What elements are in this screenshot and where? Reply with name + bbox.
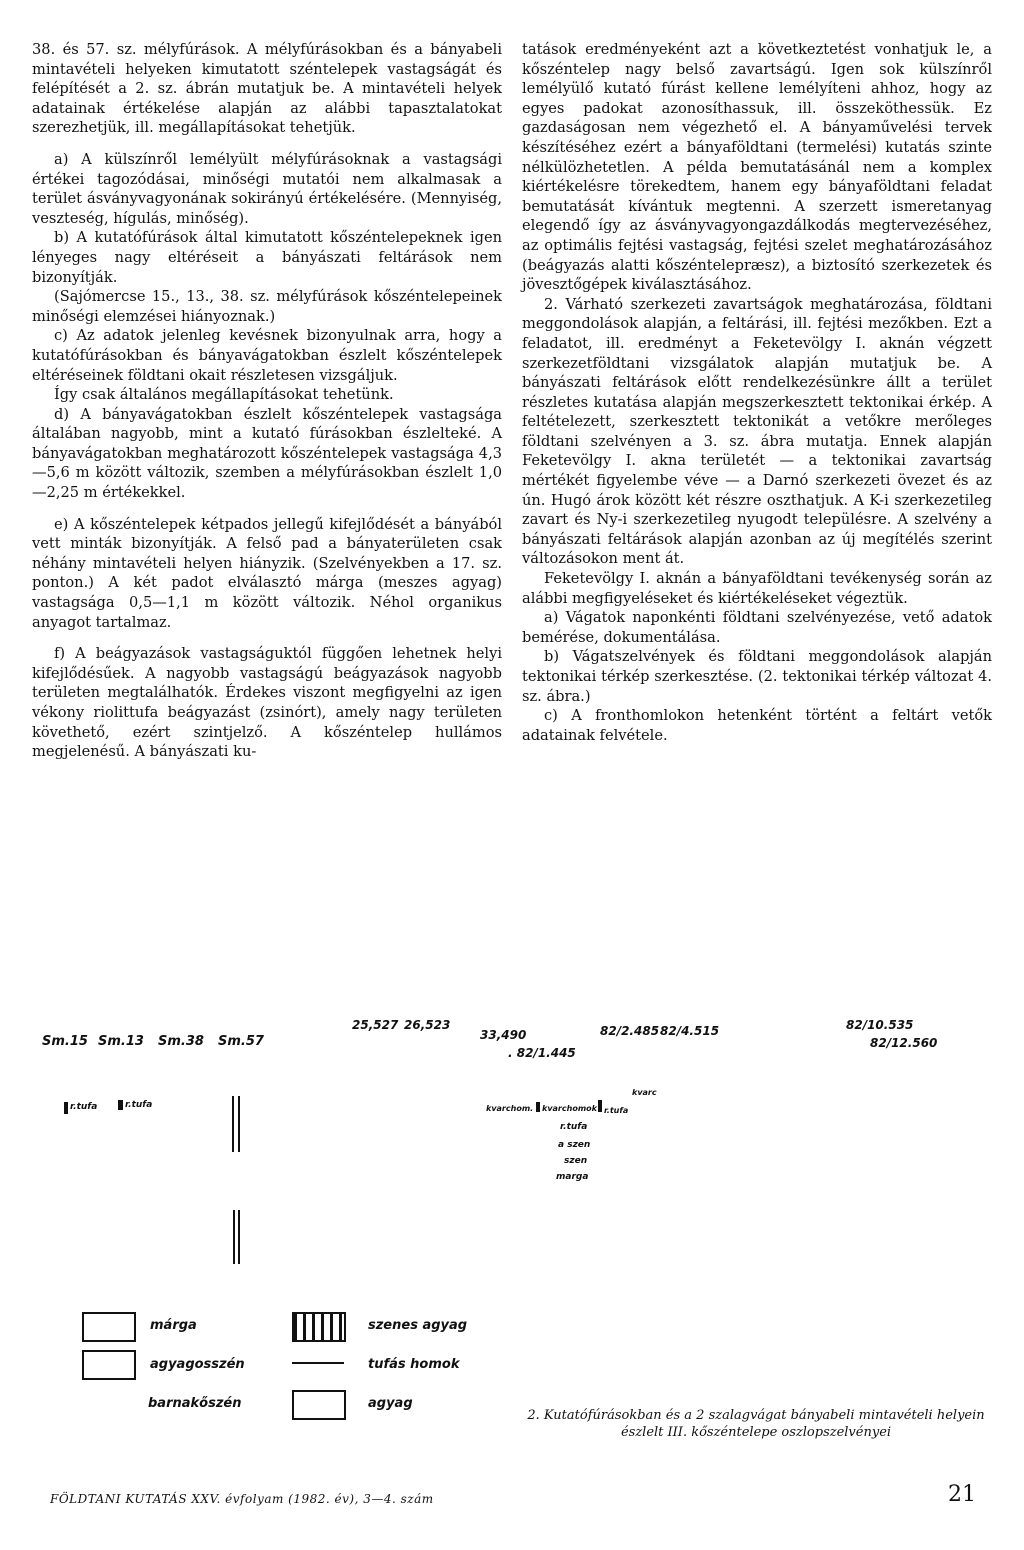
paragraph: 2. Várható szerkezeti zavartságok meghatározása, földtani meggondolások alapján, a feltárási, ill. fejtési mezőkben. Ezt a feladatot, ill. eredményt a Feketevölgy I. aknán végzett szerkezetföldtani vizsgálatok alapján mutatjuk be. A bányászati feltárások előtt rendelkezésünkre állt a terület részletes kutatása alapján megszerkesztett tektonikai érkép. A feltételezett, szerkesztett tektonikát a vetőkre merőleges földtani szelvényen a 3. sz. ábra mutatja. Ennek alapján Feketevölgy I. akna területét — a tektonikai zavartság mértékét figyelembe véve — a Darnó szerkezeti övezet és az ún. Hugó árok között két részre oszthatjuk. A K-i szerkezetileg zavart és Ny-i szerkezetileg nyugodt településre. A szelvény a bányászati feltárások alapján azonban az új megítélés szerint változásokon ment át.	[522, 295, 992, 568]
legend-label: agyagosszén	[150, 1357, 245, 1372]
paragraph: e) A kőszéntelepek kétpados jellegű kifejlődését a bányából vett minták bizonyítják. A felső pad a bányaterületen csak néhány mintavételi helyen hiányzik. (Szelvényekben a 17. sz. ponton.) A két padot elválasztó márga (meszes agyag) vastagsága 0,5—1,1 m között változik. Néhol organikus anyagot tartalmaz.	[32, 515, 502, 631]
legend-swatch-tufas-homok	[292, 1362, 344, 1364]
paragraph: d) A bányavágatokban észlelt kőszéntelepek vastagsága általában nagyobb, mint a kutató fúrásokban észlelteké. A bányavágatokban meghatározott kőszéntelepek vastagsága 4,3—5,6 m között változik, szemben a mélyfúrásokban észlelt 1,0—2,25 m értékekkel.	[32, 405, 502, 502]
sample-id: 26,523	[404, 1018, 451, 1032]
layer-label: r.tufa	[125, 1100, 153, 1110]
legend-label: agyag	[368, 1396, 413, 1411]
paragraph: c) A fronthomlokon hetenként történt a feltárt vetők adatainak felvétele.	[522, 707, 992, 744]
bore-label-sm13: Sm.13	[98, 1034, 144, 1049]
column-line	[238, 1210, 240, 1264]
column-mark	[118, 1100, 123, 1110]
layer-label: kvarc	[632, 1088, 657, 1097]
bore-label-sm15: Sm.15	[42, 1034, 88, 1049]
column-line	[238, 1096, 240, 1152]
legend-label: tufás homok	[368, 1357, 460, 1372]
paragraph: 38. és 57. sz. mélyfúrások. A mélyfúrásokban és a bányabeli mintavételi helyeken kimutatott széntelepek vastagságát és felépítését a 2. sz. ábrán mutatjuk be. A mintavételi helyek adatainak értékelése alapján az alábbi tapasztalatokat szerezhetjük, ill. megállapításokat tehetjük.	[32, 41, 502, 137]
layer-label: r.tufa	[70, 1102, 98, 1112]
legend-label: márga	[150, 1318, 197, 1333]
column-line	[232, 1096, 234, 1152]
column-line	[233, 1210, 235, 1264]
paragraph: b) Vágatszelvények és földtani meggondolások alapján tektonikai térkép szerkesztése. (2. tektonikai térkép változat 4. sz. ábra.)	[522, 648, 992, 705]
right-column	[522, 40, 992, 745]
footer: FÖLDTANI KUTATÁS XXV. évfolyam (1982. év), 3—4. szám	[50, 1492, 434, 1506]
sample-id: 33,490	[480, 1028, 527, 1042]
paragraph: b) A kutatófúrások által kimutatott kőszéntelepeknek igen lényeges nagy eltéréseit a bányászati feltárások nem bizonyítják.	[32, 229, 502, 286]
legend-swatch-marga	[82, 1312, 136, 1342]
legend-swatch-agyagosszen	[82, 1350, 136, 1380]
sample-id: 82/10.535	[846, 1018, 914, 1032]
left-column	[32, 40, 502, 762]
layer-label: marga	[556, 1172, 589, 1182]
legend-label: szenes agyag	[368, 1318, 468, 1333]
paragraph: (Sajómercse 15., 13., 38. sz. mélyfúrások kőszéntelepeinek minőségi elemzései hiányoznak.)	[32, 288, 502, 325]
sample-id: 82/4.515	[660, 1024, 720, 1038]
sample-id: 25,527	[352, 1018, 399, 1032]
legend-label: barnakőszén	[148, 1396, 242, 1411]
legend-swatch-szenes-agyag	[292, 1312, 346, 1342]
paragraph: a) A külszínről lemélyült mélyfúrásoknak a vastagsági értékei tagozódásai, minőségi mutatói nem alkalmasak a terület ásványvagyonának sokirányú értékelésére. (Mennyiség, veszteség, hígulás, minőség).	[32, 150, 502, 227]
paragraph: c) Az adatok jelenleg kevésnek bizonyulnak arra, hogy a kutatófúrásokban és bányavágatokban észlelt kőszéntelepek eltéréseinek földtani okait részletesen vizsgáljuk.	[32, 327, 502, 384]
layer-label: kvarchomok	[542, 1104, 597, 1113]
paragraph: Így csak általános megállapításokat tehetünk.	[54, 386, 394, 404]
page-number: 21	[948, 1482, 976, 1507]
legend-swatch-agyag	[292, 1390, 346, 1420]
column-mark	[64, 1102, 68, 1114]
paragraph: f) A beágyazások vastagságuktól függően lehetnek helyi kifejlődésűek. A nagyobb vastagságú beágyazások nagyobb területen megtalálhatók. Érdekes viszont megfigyelni az igen vékony riolittufa beágyazást (zsinórt), amely nagy területen követhető, ezért szintjelző. A kőszéntelep hullámos megjelenésű. A bányászati ku-	[32, 645, 502, 761]
sample-id: 82/2.485	[600, 1024, 660, 1038]
layer-label: r.tufa	[604, 1106, 629, 1115]
layer-label: szen	[564, 1156, 588, 1166]
paragraph: a) Vágatok naponkénti földtani szelvényezése, vető adatok bemérése, dokumentálása.	[522, 609, 992, 646]
column-mark	[536, 1102, 540, 1112]
layer-label: a szen	[558, 1140, 591, 1150]
bore-label-sm38: Sm.38	[158, 1034, 204, 1049]
paragraph: tatások eredményeként azt a következtetést vonhatjuk le, a kőszéntelep nagy belső zavartságú. Igen sok külszínről lemélyülő kutató fúrást kellene lemélyíteni ahhoz, hogy az egyes padokat azonosíthassuk, ill. összeköthessük. Ez gazdaságosan nem végezhető el. A bányaművelési tervek készítéséhez ezért a bányaföldtani (termelési) kutatás szinte nélkülözhetetlen. A példa bemutatásánál nem a komplex kiértékelésre törekedtem, hanem egy bányaföldtani feladat bemutatását kívántuk megtenni. A szerzett ismeretanyag elegendő így az ásványvagyongazdálkodás megtervezéséhez, az optimális fejtési vastagság, fejtési szelet meghatározásához (beágyazás alatti kőszéntelepræsz), a biztosító szerkezetek és jövesztőgépek kiválasztásához.	[522, 41, 992, 294]
layer-label: r.tufa	[560, 1122, 588, 1132]
column-mark	[598, 1100, 602, 1112]
layer-label: kvarchom.	[486, 1104, 534, 1113]
figure-caption: 2. Kutatófúrásokban és a 2 szalagvágat bányabeli mintavételi helyein észlelt III. kőszéntelepe oszlopszelvényei	[527, 1408, 985, 1440]
sample-id: . 82/1.445	[508, 1046, 576, 1060]
bore-label-sm57: Sm.57	[218, 1034, 264, 1049]
sample-id: 82/12.560	[870, 1036, 938, 1050]
paragraph: Feketevölgy I. aknán a bányaföldtani tevékenység során az alábbi megfigyeléseket és kiértékeléseket végeztük.	[522, 570, 992, 607]
